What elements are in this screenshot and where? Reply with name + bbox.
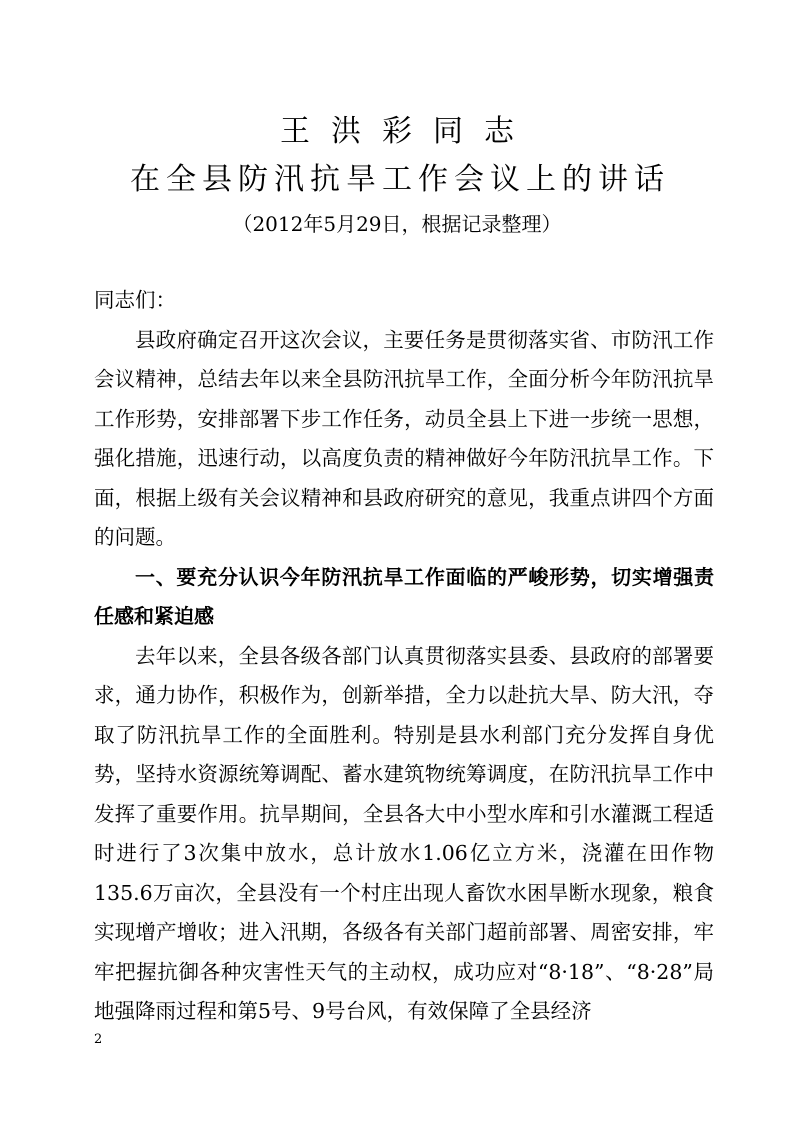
- document-date-note: （2012年5月29日，根据记录整理）: [232, 212, 562, 236]
- salutation: 同志们：: [94, 288, 176, 312]
- paragraph-review: 去年以来，全县各级各部门认真贯彻落实县委、县政府的部署要求，通力协作，积极作为，创新举措，全力以赴抗大旱、防大汛，夺取了防汛抗旱工作的全面胜利。特别是县水利部门充分发挥自身优势，坚持水资源统筹调配、蓄水建筑物统筹调度，在防汛抗旱工作中发挥了重要作用。抗旱期间，全县各大中小型水库和引水灌溉工程适时进行了3次集中放水，总计放水1.06亿立方米，浇灌在田作物135.6万亩次，全县没有一个村庄出现人畜饮水困旱断水现象，粮食实现增产增收；进入汛期，各级各有关部门超前部署、周密安排，牢牢把握抗御各种灾害性天气的主动权，成功应对“8·18”、“8·28”局地强降雨过程和第5号、9号台风，有效保障了全县经济: [94, 643, 714, 1023]
- document-title-speaker: 王洪彩同志: [280, 114, 535, 149]
- paragraph-intro: 县政府确定召开这次会议，主要任务是贯彻落实省、市防汛工作会议精神，总结去年以来全县防汛抗旱工作，全面分析今年防汛抗旱工作形势，安排部署下步工作任务，动员全县上下进一步统一思想，强化措施，迅速行动，以高度负责的精神做好今年防汛抗旱工作。下面，根据上级有关会议精神和县政府研究的意见，我重点讲四个方面的问题。: [94, 327, 714, 549]
- page-number: 2: [94, 1032, 103, 1047]
- section-heading-1: 一、要充分认识今年防汛抗旱工作面临的严峻形势，切实增强责任感和紧迫感: [94, 564, 714, 628]
- document-title: 在全县防汛抗旱工作会议上的讲话: [130, 162, 670, 197]
- document-body: [94, 281, 714, 1032]
